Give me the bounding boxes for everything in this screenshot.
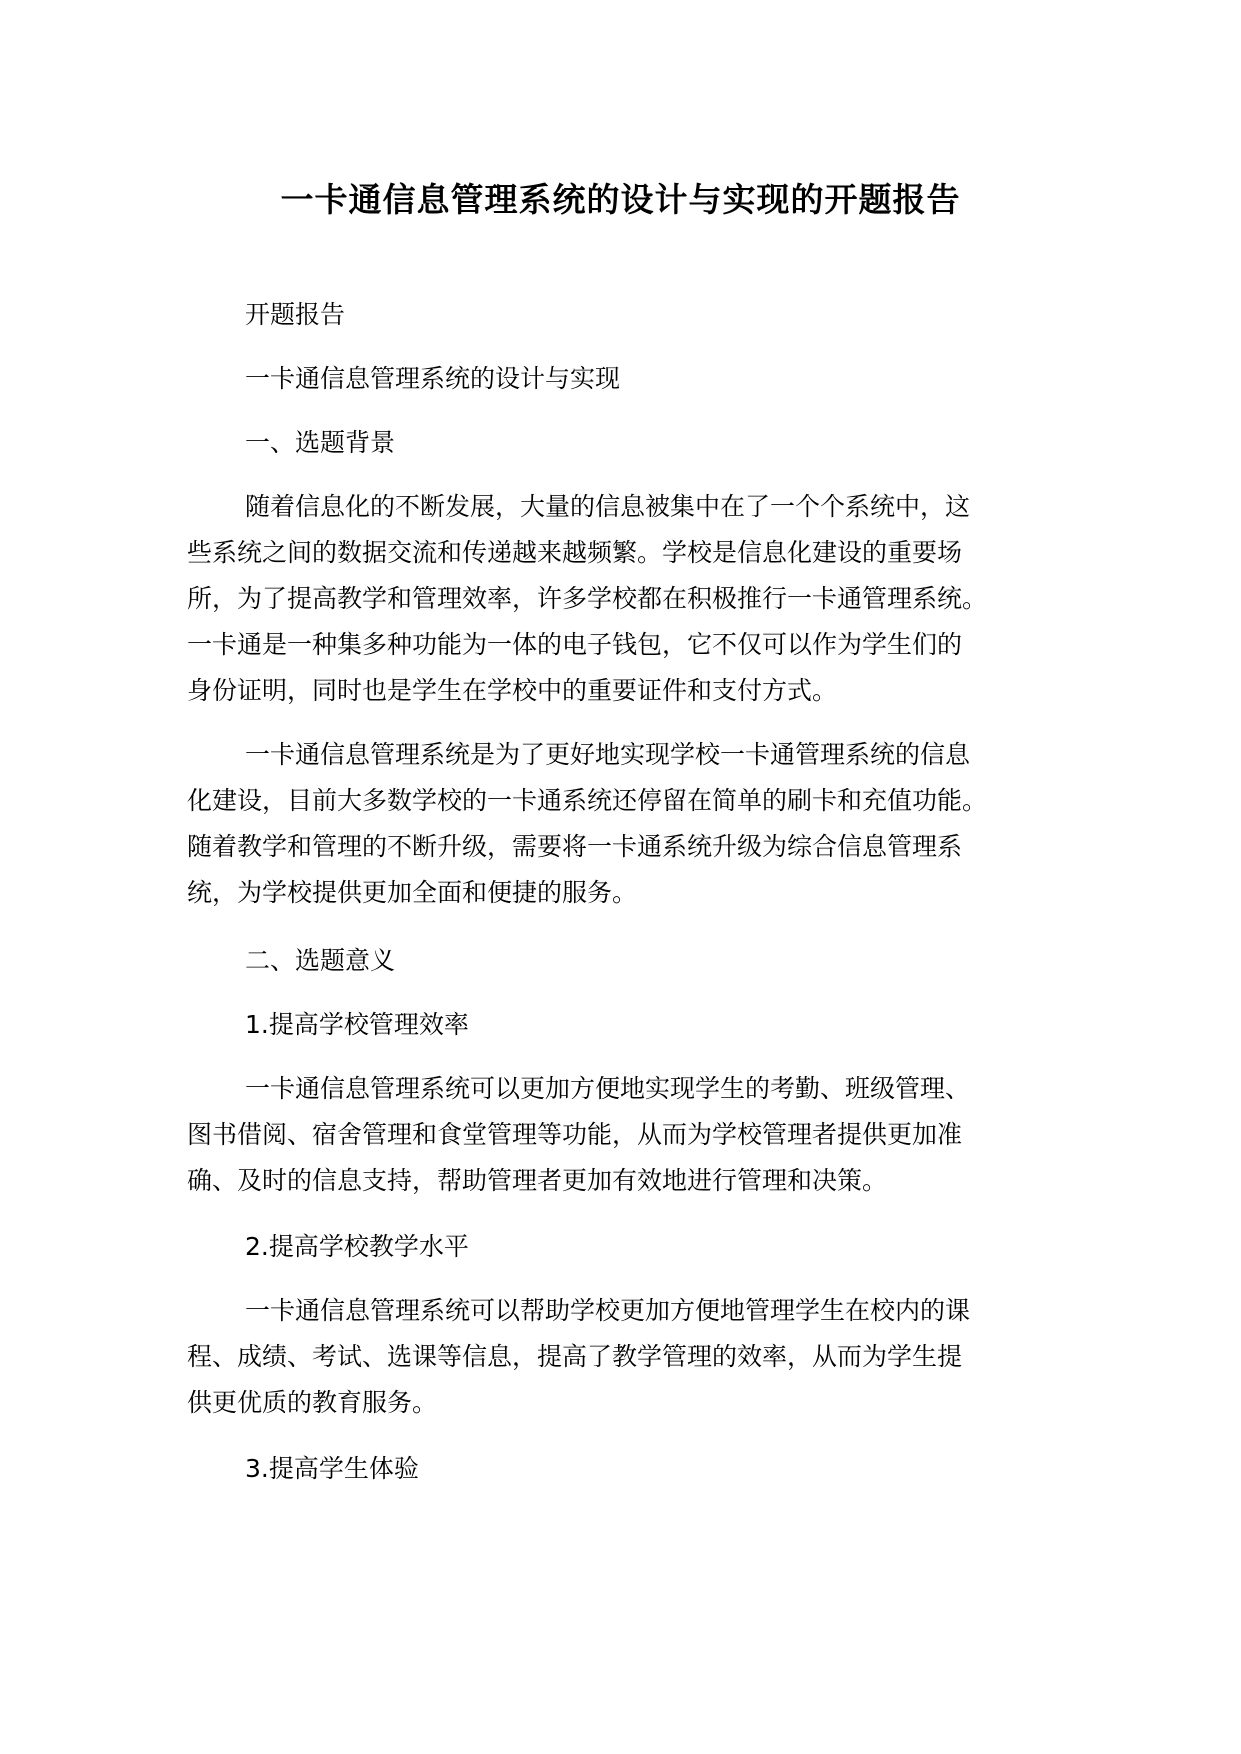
background-paragraph-1 — [187, 484, 1067, 714]
report-label: 开题报告 — [245, 300, 346, 329]
teaching-paragraph — [187, 1288, 1067, 1426]
paragraph-line: 一卡通是一种集多种功能为一体的电子钱包，它不仅可以作为学生们的 — [187, 630, 963, 659]
paragraph-line: 化建设，目前大多数学校的一卡通系统还停留在简单的刷卡和充值功能。 — [187, 786, 988, 815]
paragraph-line: 供更优质的教育服务。 — [187, 1388, 438, 1417]
report-subtitle: 一卡通信息管理系统的设计与实现 — [245, 364, 621, 393]
paragraph-line: 图书借阅、宿舍管理和食堂管理等功能，从而为学校管理者提供更加准 — [187, 1120, 963, 1149]
item-heading-experience: 3.提高学生体验 — [245, 1454, 419, 1483]
management-paragraph — [187, 1066, 1067, 1204]
section-heading-background: 一、选题背景 — [245, 428, 396, 457]
paragraph-line: 程、成绩、考试、选课等信息，提高了教学管理的效率，从而为学生提 — [187, 1342, 963, 1371]
paragraph-line: 统，为学校提供更加全面和便捷的服务。 — [187, 878, 638, 907]
background-paragraph-2 — [187, 732, 1067, 916]
paragraph-line: 一卡通信息管理系统可以帮助学校更加方便地管理学生在校内的课 — [245, 1296, 971, 1325]
document-title: 一卡通信息管理系统的设计与实现的开题报告 — [280, 180, 961, 219]
paragraph-line: 随着信息化的不断发展，大量的信息被集中在了一个个系统中，这 — [245, 492, 971, 521]
paragraph-line: 一卡通信息管理系统可以更加方便地实现学生的考勤、班级管理、 — [245, 1074, 971, 1103]
paragraph-line: 确、及时的信息支持，帮助管理者更加有效地进行管理和决策。 — [187, 1166, 888, 1195]
section-heading-significance: 二、选题意义 — [245, 946, 396, 975]
item-heading-teaching: 2.提高学校教学水平 — [245, 1232, 469, 1261]
paragraph-line: 所，为了提高教学和管理效率，许多学校都在积极推行一卡通管理系统。 — [187, 584, 988, 613]
paragraph-line: 一卡通信息管理系统是为了更好地实现学校一卡通管理系统的信息 — [245, 740, 971, 769]
paragraph-line: 身份证明，同时也是学生在学校中的重要证件和支付方式。 — [187, 676, 838, 705]
paragraph-line: 随着教学和管理的不断升级，需要将一卡通系统升级为综合信息管理系 — [187, 832, 963, 861]
paragraph-line: 些系统之间的数据交流和传递越来越频繁。学校是信息化建设的重要场 — [187, 538, 963, 567]
item-heading-management: 1.提高学校管理效率 — [245, 1010, 469, 1039]
